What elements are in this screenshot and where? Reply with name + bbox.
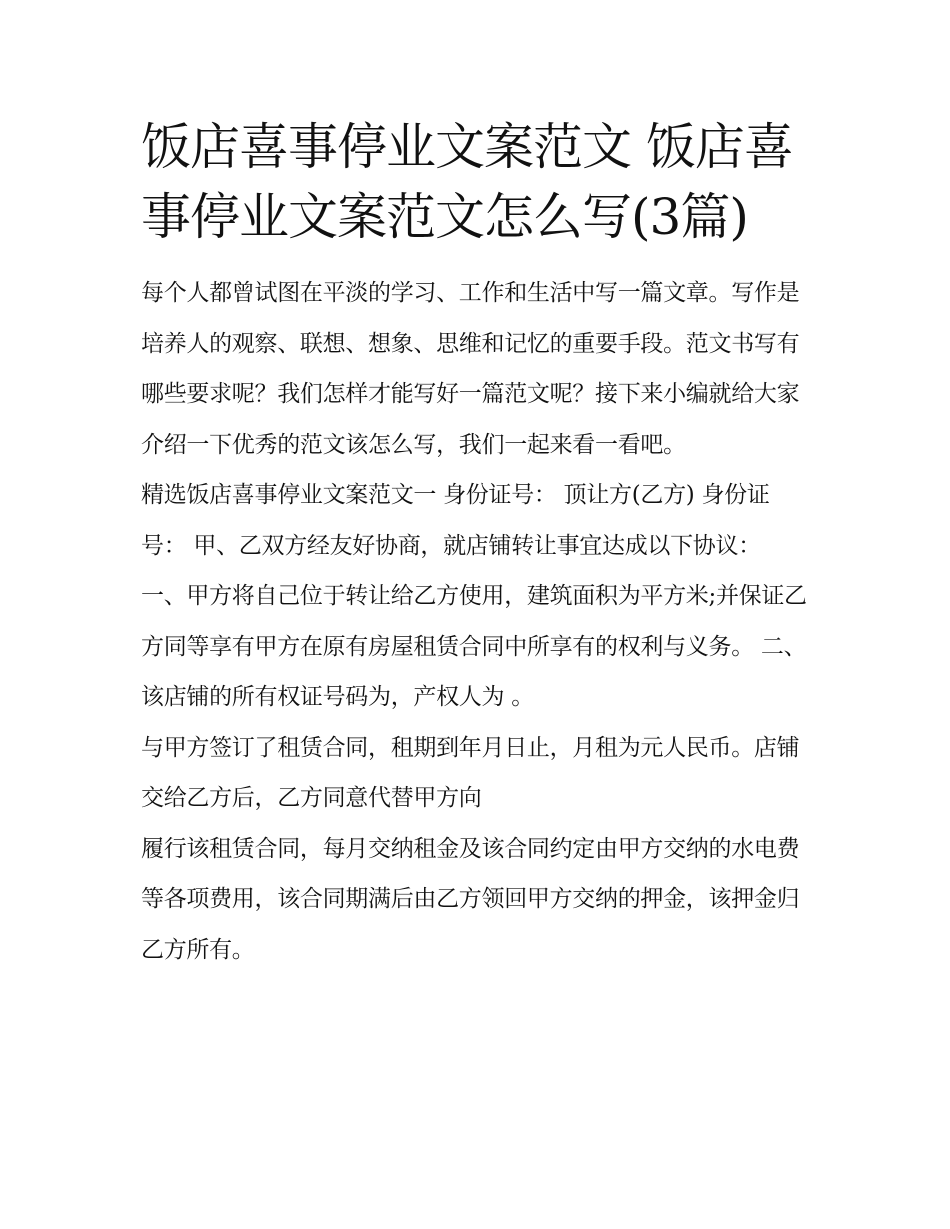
document-page <box>141 112 813 975</box>
document-title: 饭店喜事停业文案范文 饭店喜事停业文案范文怎么写(3篇) <box>141 118 793 246</box>
lease-contract-paragraph: 与甲方签订了租赁合同，租期到年月日止，月租为元人民币。店铺交给乙方后，乙方同意代替甲方向 <box>141 734 800 811</box>
lease-performance-paragraph: 履行该租赁合同，每月交纳租金及该合同约定由甲方交纳的水电费等各项费用，该合同期满后由乙方领回甲方交纳的押金，该押金归乙方所有。 <box>141 835 800 963</box>
clause-one-paragraph: 一、甲方将自己位于转让给乙方使用，建筑面积为平方米;并保证乙方同等享有甲方在原有房屋租赁合同中所享有的权利与义务。 二、该店铺的所有权证号码为，产权人为 。 <box>141 583 807 710</box>
intro-paragraph: 每个人都曾试图在平淡的学习、工作和生活中写一篇文章。写作是培养人的观察、联想、想象、思维和记忆的重要手段。范文书写有哪些要求呢？我们怎样才能写好一篇范文呢？接下来小编就给大家介绍一下优秀的范文该怎么写，我们一起来看一看吧。 <box>141 280 800 458</box>
sample-one-heading-paragraph: 精选饭店喜事停业文案范文一 身份证号： 顶让方(乙方) 身份证号： 甲、乙双方经友好协商，就店铺转让事宜达成以下协议： <box>141 482 770 559</box>
document-body <box>141 268 813 975</box>
